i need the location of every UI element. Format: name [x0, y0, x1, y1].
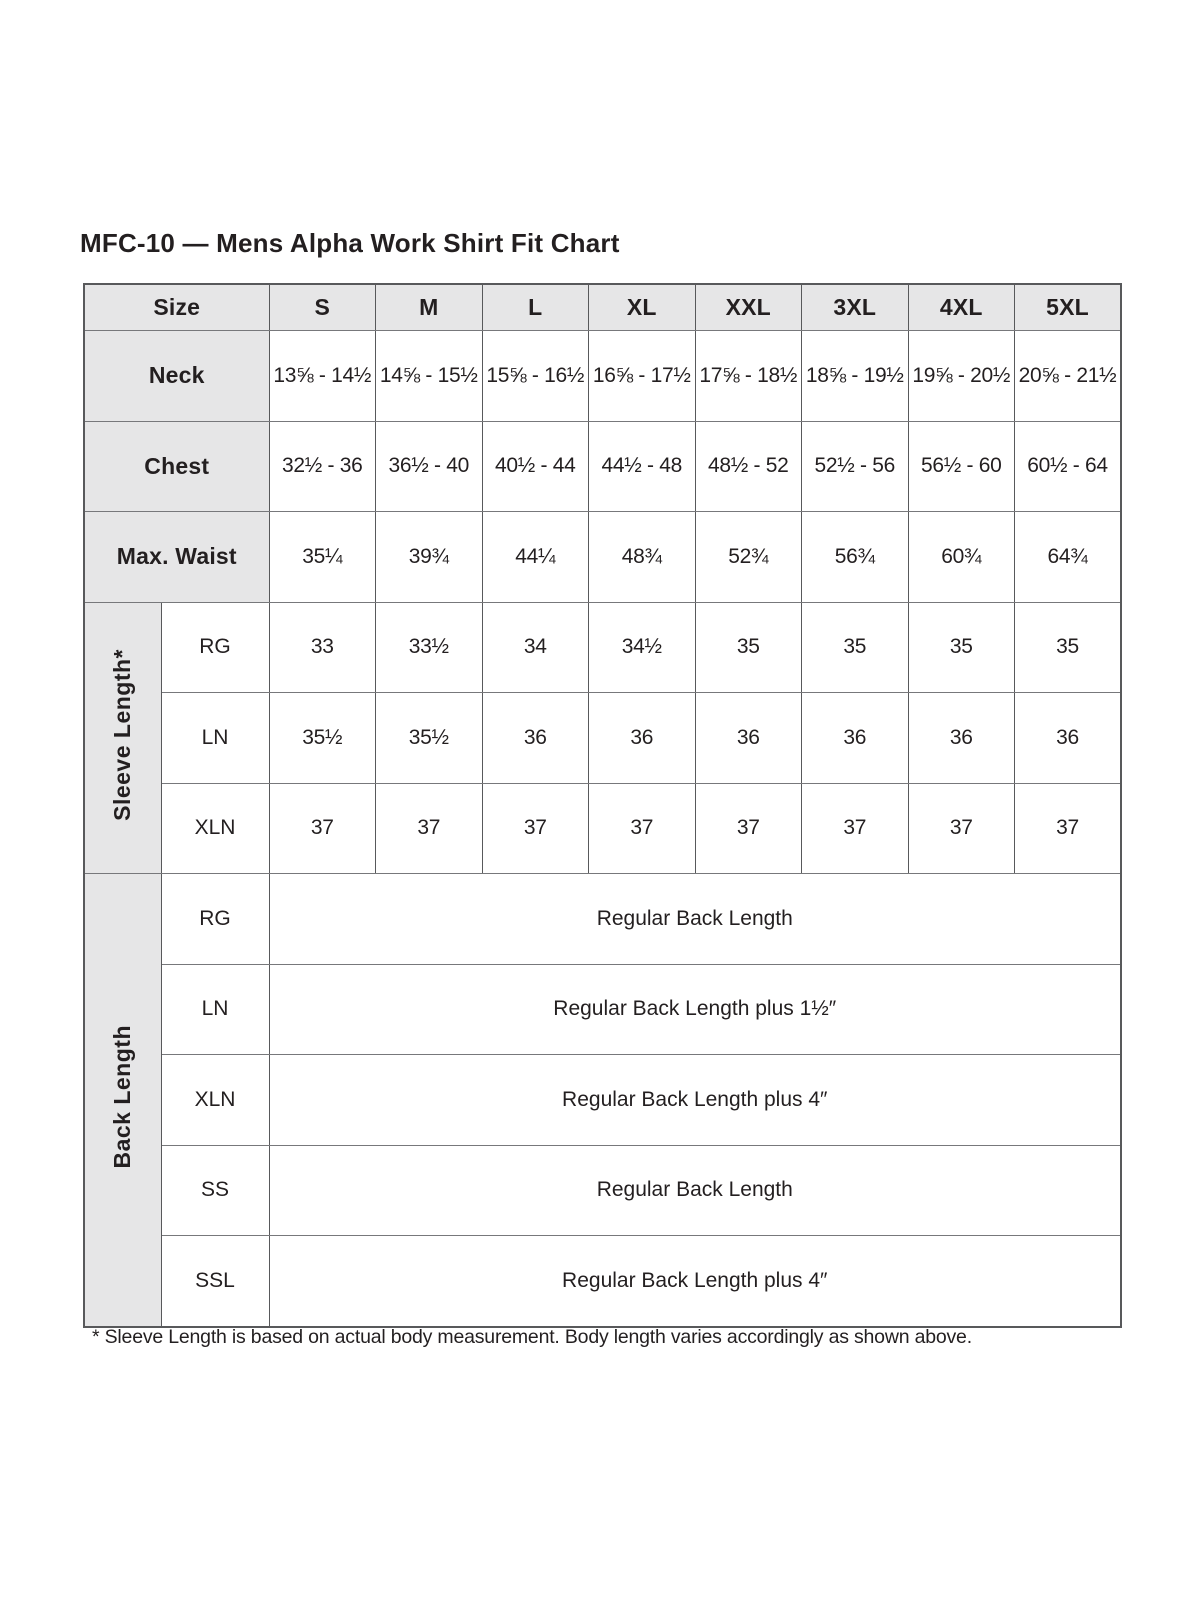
back-xln-text: Regular Back Length plus 4″	[269, 1055, 1121, 1146]
back-length-vertical-label: Back Length	[109, 1025, 136, 1170]
size-col-xxl: XXL	[695, 284, 802, 331]
back-ss-text: Regular Back Length	[269, 1145, 1121, 1236]
max-waist-value: 52¾	[695, 512, 802, 603]
sleeve-ln-value: 35½	[376, 693, 483, 784]
sleeve-xln-code: XLN	[161, 783, 269, 874]
sleeve-ln-value: 36	[482, 693, 589, 784]
sleeve-xln-value: 37	[482, 783, 589, 874]
max-waist-label: Max. Waist	[84, 512, 269, 603]
sleeve-rg-code: RG	[161, 602, 269, 693]
back-ln-code: LN	[161, 964, 269, 1055]
sleeve-ln-value: 36	[589, 693, 696, 784]
neck-value: 19⅝ - 20½	[908, 331, 1015, 422]
max-waist-value: 48¾	[589, 512, 696, 603]
back-rg-code: RG	[161, 874, 269, 965]
neck-value: 18⅝ - 19½	[802, 331, 909, 422]
back-length-section-label-cell	[84, 874, 161, 1327]
sleeve-rg-value: 35	[802, 602, 909, 693]
back-rg-row	[84, 874, 1121, 965]
sleeve-xln-value: 37	[1015, 783, 1122, 874]
chest-label: Chest	[84, 421, 269, 512]
max-waist-value: 64¾	[1015, 512, 1122, 603]
neck-row	[84, 331, 1121, 422]
back-ssl-row	[84, 1236, 1121, 1327]
sleeve-rg-value: 34½	[589, 602, 696, 693]
chest-value: 36½ - 40	[376, 421, 483, 512]
chest-value: 44½ - 48	[589, 421, 696, 512]
sleeve-ln-value: 35½	[269, 693, 376, 784]
sleeve-rg-value: 35	[1015, 602, 1122, 693]
sleeve-xln-value: 37	[802, 783, 909, 874]
max-waist-value: 35¼	[269, 512, 376, 603]
chest-value: 40½ - 44	[482, 421, 589, 512]
size-col-4xl: 4XL	[908, 284, 1015, 331]
sleeve-rg-row	[84, 602, 1121, 693]
max-waist-value: 60¾	[908, 512, 1015, 603]
back-ss-row	[84, 1145, 1121, 1236]
neck-value: 13⅝ - 14½	[269, 331, 376, 422]
sleeve-xln-value: 37	[269, 783, 376, 874]
size-col-5xl: 5XL	[1015, 284, 1122, 331]
size-col-s: S	[269, 284, 376, 331]
back-xln-row	[84, 1055, 1121, 1146]
sleeve-ln-value: 36	[908, 693, 1015, 784]
sleeve-length-vertical-label: Sleeve Length*	[109, 649, 136, 822]
back-ss-code: SS	[161, 1145, 269, 1236]
sleeve-length-section-label-cell	[84, 602, 161, 874]
neck-value: 20⅝ - 21½	[1015, 331, 1122, 422]
neck-label: Neck	[84, 331, 269, 422]
max-waist-value: 56¾	[802, 512, 909, 603]
max-waist-row	[84, 512, 1121, 603]
sleeve-rg-value: 33	[269, 602, 376, 693]
neck-value: 15⅝ - 16½	[482, 331, 589, 422]
sleeve-ln-value: 36	[802, 693, 909, 784]
back-xln-code: XLN	[161, 1055, 269, 1146]
sleeve-xln-row	[84, 783, 1121, 874]
size-col-xl: XL	[589, 284, 696, 331]
back-ln-row	[84, 964, 1121, 1055]
chest-value: 48½ - 52	[695, 421, 802, 512]
sleeve-ln-code: LN	[161, 693, 269, 784]
max-waist-value: 44¼	[482, 512, 589, 603]
size-header-cell: Size	[84, 284, 269, 331]
sleeve-xln-value: 37	[908, 783, 1015, 874]
back-ln-text: Regular Back Length plus 1½″	[269, 964, 1121, 1055]
back-ssl-code: SSL	[161, 1236, 269, 1327]
chest-value: 52½ - 56	[802, 421, 909, 512]
chest-value: 60½ - 64	[1015, 421, 1122, 512]
chest-value: 32½ - 36	[269, 421, 376, 512]
page-title: MFC-10 — Mens Alpha Work Shirt Fit Chart	[80, 228, 620, 258]
sleeve-ln-value: 36	[1015, 693, 1122, 784]
neck-value: 14⅝ - 15½	[376, 331, 483, 422]
sleeve-xln-value: 37	[376, 783, 483, 874]
chest-row	[84, 421, 1121, 512]
sleeve-ln-value: 36	[695, 693, 802, 784]
sleeve-xln-value: 37	[695, 783, 802, 874]
sleeve-xln-value: 37	[589, 783, 696, 874]
chest-value: 56½ - 60	[908, 421, 1015, 512]
size-col-m: M	[376, 284, 483, 331]
max-waist-value: 39¾	[376, 512, 483, 603]
header-row	[84, 284, 1121, 331]
neck-value: 16⅝ - 17½	[589, 331, 696, 422]
sleeve-rg-value: 33½	[376, 602, 483, 693]
sleeve-rg-value: 35	[908, 602, 1015, 693]
neck-value: 17⅝ - 18½	[695, 331, 802, 422]
sleeve-rg-value: 35	[695, 602, 802, 693]
footnote: * Sleeve Length is based on actual body measurement. Body length varies accordingly as shown above.	[92, 1326, 972, 1348]
back-ssl-text: Regular Back Length plus 4″	[269, 1236, 1121, 1327]
sleeve-rg-value: 34	[482, 602, 589, 693]
size-col-3xl: 3XL	[802, 284, 909, 331]
size-col-l: L	[482, 284, 589, 331]
fit-chart-table	[83, 283, 1122, 1328]
sleeve-ln-row	[84, 693, 1121, 784]
back-rg-text: Regular Back Length	[269, 874, 1121, 965]
